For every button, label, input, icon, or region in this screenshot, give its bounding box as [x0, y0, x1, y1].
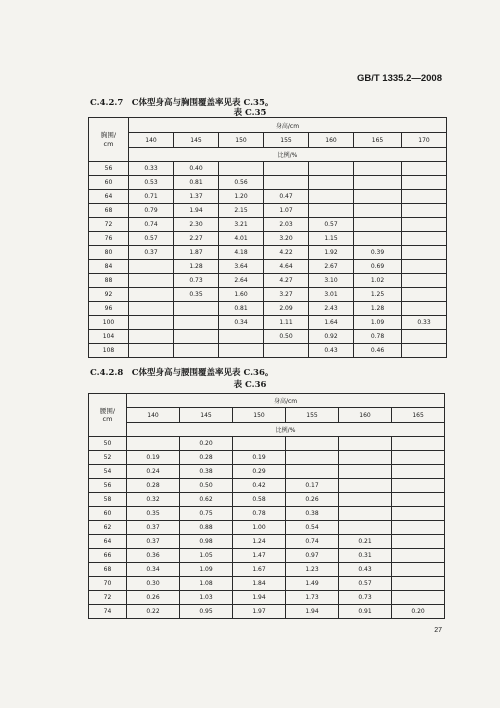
table-cell [339, 507, 392, 521]
table-row [89, 190, 447, 204]
row-label: 74 [89, 605, 127, 619]
table-cell [354, 162, 402, 176]
table-cell: 4.01 [219, 232, 264, 246]
table-cell: 2.03 [264, 218, 309, 232]
table-cell [402, 288, 447, 302]
table-row [89, 344, 447, 358]
column-header: 145 [174, 133, 219, 148]
column-group-header: 身高/cm [129, 118, 447, 133]
table-cell: 0.29 [233, 465, 286, 479]
table-cell: 1.97 [233, 605, 286, 619]
table-cell [402, 344, 447, 358]
row-label: 60 [89, 176, 129, 190]
table-cell [402, 162, 447, 176]
table-cell [309, 162, 354, 176]
table-cell: 0.71 [129, 190, 174, 204]
table-cell: 2.67 [309, 260, 354, 274]
row-label: 64 [89, 535, 127, 549]
table-cell [129, 344, 174, 358]
row-label: 50 [89, 437, 127, 451]
table-cell: 0.20 [392, 605, 445, 619]
table-cell [129, 330, 174, 344]
corner-cell [89, 394, 127, 437]
corner-unit: cm [103, 139, 114, 148]
table-cell: 3.20 [264, 232, 309, 246]
table-cell [339, 521, 392, 535]
table-cell: 0.37 [127, 521, 180, 535]
table-cell: 1.47 [233, 549, 286, 563]
row-label: 104 [89, 330, 129, 344]
table-cell: 2.15 [219, 204, 264, 218]
table-cell [402, 190, 447, 204]
table-cell: 0.78 [354, 330, 402, 344]
table-cell: 0.74 [129, 218, 174, 232]
table-cell: 0.26 [286, 493, 339, 507]
table-cell: 1.49 [286, 577, 339, 591]
table-cell: 0.33 [402, 316, 447, 330]
table-cell: 0.58 [233, 493, 286, 507]
table-cell: 1.67 [233, 563, 286, 577]
table-cell: 0.43 [309, 344, 354, 358]
table-title-c36: 表 C.36 [233, 380, 267, 390]
table-cell [286, 451, 339, 465]
row-label: 66 [89, 549, 127, 563]
table-cell [392, 437, 445, 451]
table-row [89, 549, 445, 563]
row-label: 68 [89, 563, 127, 577]
table-cell [392, 507, 445, 521]
table-cell [174, 344, 219, 358]
table-cell: 1.73 [286, 591, 339, 605]
table-cell [402, 274, 447, 288]
column-header-row [89, 133, 447, 148]
table-row [89, 535, 445, 549]
table-cell: 1.60 [219, 288, 264, 302]
table-cell: 0.36 [127, 549, 180, 563]
table-cell: 1.07 [264, 204, 309, 218]
table-cell: 0.95 [180, 605, 233, 619]
table-cell: 0.97 [286, 549, 339, 563]
column-header: 165 [354, 133, 402, 148]
table-cell [174, 302, 219, 316]
table-title-c35: 表 C.35 [233, 108, 267, 118]
unit-label: 比例/% [129, 148, 447, 162]
table-cell [219, 330, 264, 344]
table-row [89, 563, 445, 577]
table-cell [127, 437, 180, 451]
corner-label: 胸围/ [100, 131, 117, 140]
table-cell [392, 479, 445, 493]
row-label: 56 [89, 479, 127, 493]
table-cell [129, 316, 174, 330]
header-row [89, 118, 447, 133]
table-row [89, 232, 447, 246]
table-cell: 3.64 [219, 260, 264, 274]
table-cell [309, 176, 354, 190]
table-cell: 0.50 [264, 330, 309, 344]
table-cell: 0.47 [264, 190, 309, 204]
table-cell: 1.00 [233, 521, 286, 535]
table-cell: 0.24 [127, 465, 180, 479]
column-header-row [89, 408, 445, 423]
table-cell [233, 437, 286, 451]
table-cell: 1.09 [354, 316, 402, 330]
table-cell: 0.37 [127, 535, 180, 549]
table-cell [264, 162, 309, 176]
column-header: 140 [129, 133, 174, 148]
table-cell: 0.57 [129, 232, 174, 246]
column-header: 160 [339, 408, 392, 423]
table-cell: 3.27 [264, 288, 309, 302]
column-group-header: 身高/cm [127, 394, 445, 408]
table-cell [392, 521, 445, 535]
table-row [89, 507, 445, 521]
table-cell [354, 232, 402, 246]
table-cell: 1.02 [354, 274, 402, 288]
table-row [89, 591, 445, 605]
table-cell: 1.64 [309, 316, 354, 330]
table-cell: 0.28 [127, 479, 180, 493]
table-cell: 0.31 [339, 549, 392, 563]
table-cell: 2.09 [264, 302, 309, 316]
table-cell: 0.79 [129, 204, 174, 218]
table-cell [392, 563, 445, 577]
table-cell: 0.40 [174, 162, 219, 176]
table-cell: 0.19 [233, 451, 286, 465]
table-row [89, 451, 445, 465]
table-row [89, 330, 447, 344]
row-label: 52 [89, 451, 127, 465]
table-cell: 0.69 [354, 260, 402, 274]
table-cell [392, 535, 445, 549]
table-cell: 0.33 [129, 162, 174, 176]
table-cell [129, 288, 174, 302]
table-cell: 1.28 [354, 302, 402, 316]
table-row [89, 316, 447, 330]
row-label: 96 [89, 302, 129, 316]
corner-cell [89, 118, 129, 162]
table-cell: 3.21 [219, 218, 264, 232]
table-cell: 0.35 [174, 288, 219, 302]
table-cell: 4.27 [264, 274, 309, 288]
table-cell: 0.43 [339, 563, 392, 577]
table-row [89, 260, 447, 274]
table-cell: 0.81 [174, 176, 219, 190]
table-cell [402, 218, 447, 232]
column-header: 155 [264, 133, 309, 148]
table-cell: 0.32 [127, 493, 180, 507]
table-cell: 0.92 [309, 330, 354, 344]
table-cell [392, 465, 445, 479]
table-cell [174, 316, 219, 330]
unit-row [89, 148, 447, 162]
header-row [89, 394, 445, 408]
table-cell: 3.10 [309, 274, 354, 288]
row-label: 80 [89, 246, 129, 260]
table-cell: 1.92 [309, 246, 354, 260]
corner-unit: cm [102, 415, 113, 423]
table-cell [392, 591, 445, 605]
table-cell [402, 232, 447, 246]
table-row [89, 162, 447, 176]
table-cell: 0.39 [354, 246, 402, 260]
table-cell: 0.57 [339, 577, 392, 591]
table-cell: 0.81 [219, 302, 264, 316]
table-cell [264, 176, 309, 190]
table-cell: 0.38 [180, 465, 233, 479]
table-row [89, 493, 445, 507]
table-cell [309, 204, 354, 218]
table-cell [174, 330, 219, 344]
row-label: 56 [89, 162, 129, 176]
section-heading-c428: C.4.2.8 C体型身高与腰围覆盖率见表 C.36。 [90, 368, 274, 378]
table-cell [392, 549, 445, 563]
table-cell: 2.43 [309, 302, 354, 316]
table-cell: 0.73 [339, 591, 392, 605]
table-cell: 1.37 [174, 190, 219, 204]
table-cell [339, 451, 392, 465]
table-cell: 0.50 [180, 479, 233, 493]
table-cell [402, 330, 447, 344]
table-cell: 1.20 [219, 190, 264, 204]
table-cell [402, 302, 447, 316]
table-cell: 0.34 [127, 563, 180, 577]
column-header: 145 [180, 408, 233, 423]
column-header: 150 [219, 133, 264, 148]
table-cell [392, 493, 445, 507]
row-label: 64 [89, 190, 129, 204]
table-cell: 0.19 [127, 451, 180, 465]
table-cell [219, 162, 264, 176]
table-cell: 1.15 [309, 232, 354, 246]
table-row [89, 176, 447, 190]
table-cell: 0.75 [180, 507, 233, 521]
table-cell [392, 577, 445, 591]
row-label: 60 [89, 507, 127, 521]
table-cell [286, 437, 339, 451]
table-cell: 1.84 [233, 577, 286, 591]
table-cell [354, 190, 402, 204]
section-heading-c427: C.4.2.7 C体型身高与胸围覆盖率见表 C.35。 [90, 98, 274, 108]
table-row [89, 605, 445, 619]
table-cell [402, 176, 447, 190]
row-label: 108 [89, 344, 129, 358]
table-cell: 0.98 [180, 535, 233, 549]
table-cell [402, 260, 447, 274]
table-row [89, 437, 445, 451]
table-c35 [88, 117, 447, 358]
table-cell: 0.88 [180, 521, 233, 535]
table-cell: 3.01 [309, 288, 354, 302]
standard-code: GB/T 1335.2—2008 [356, 73, 442, 84]
table-cell: 1.08 [180, 577, 233, 591]
table-row [89, 577, 445, 591]
table-cell [392, 451, 445, 465]
table-cell: 0.54 [286, 521, 339, 535]
table-row [89, 465, 445, 479]
table-cell: 0.91 [339, 605, 392, 619]
row-label: 72 [89, 591, 127, 605]
table-cell: 0.22 [127, 605, 180, 619]
table-cell: 1.05 [180, 549, 233, 563]
table-cell [354, 204, 402, 218]
table-cell: 1.23 [286, 563, 339, 577]
table-cell: 0.42 [233, 479, 286, 493]
table-cell: 0.74 [286, 535, 339, 549]
table-cell: 4.22 [264, 246, 309, 260]
row-label: 72 [89, 218, 129, 232]
table-cell: 0.28 [180, 451, 233, 465]
table-cell [339, 437, 392, 451]
table-cell: 1.09 [180, 563, 233, 577]
table-cell [402, 204, 447, 218]
table-cell [129, 302, 174, 316]
table-cell: 0.62 [180, 493, 233, 507]
table-cell: 4.18 [219, 246, 264, 260]
column-header: 170 [402, 133, 447, 148]
row-label: 76 [89, 232, 129, 246]
table-cell: 1.28 [174, 260, 219, 274]
row-label: 68 [89, 204, 129, 218]
column-header: 160 [309, 133, 354, 148]
table-row [89, 479, 445, 493]
table-cell: 0.20 [180, 437, 233, 451]
row-label: 100 [89, 316, 129, 330]
table-cell: 0.73 [174, 274, 219, 288]
table-cell [264, 344, 309, 358]
table-cell: 1.94 [286, 605, 339, 619]
table-cell: 0.17 [286, 479, 339, 493]
row-label: 92 [89, 288, 129, 302]
column-header: 155 [286, 408, 339, 423]
table-cell: 1.25 [354, 288, 402, 302]
table-cell [219, 344, 264, 358]
corner-label: 腰围/ [99, 406, 116, 415]
table-cell: 0.53 [129, 176, 174, 190]
table-cell [354, 176, 402, 190]
table-cell: 4.64 [264, 260, 309, 274]
table-cell: 1.94 [174, 204, 219, 218]
column-header: 150 [233, 408, 286, 423]
table-cell: 0.57 [309, 218, 354, 232]
table-c36 [88, 393, 445, 619]
unit-label: 比例/% [127, 423, 445, 437]
table-cell [402, 246, 447, 260]
table-cell: 0.34 [219, 316, 264, 330]
table-cell: 0.35 [127, 507, 180, 521]
unit-row [89, 423, 445, 437]
table-cell: 1.03 [180, 591, 233, 605]
table-cell: 0.56 [219, 176, 264, 190]
table-cell: 2.30 [174, 218, 219, 232]
table-row [89, 204, 447, 218]
row-label: 54 [89, 465, 127, 479]
table-cell: 0.21 [339, 535, 392, 549]
table-cell [339, 493, 392, 507]
column-header: 165 [392, 408, 445, 423]
table-row [89, 302, 447, 316]
table-cell: 1.94 [233, 591, 286, 605]
table-row [89, 246, 447, 260]
table-cell: 2.64 [219, 274, 264, 288]
table-cell: 1.24 [233, 535, 286, 549]
table-cell [354, 218, 402, 232]
table-cell: 0.26 [127, 591, 180, 605]
table-cell: 2.27 [174, 232, 219, 246]
table-cell: 1.87 [174, 246, 219, 260]
page-number: 27 [434, 627, 442, 634]
table-cell [129, 274, 174, 288]
table-cell [309, 190, 354, 204]
table-row [89, 274, 447, 288]
table-cell [339, 465, 392, 479]
table-cell: 1.11 [264, 316, 309, 330]
table-cell: 0.30 [127, 577, 180, 591]
row-label: 58 [89, 493, 127, 507]
table-cell: 0.38 [286, 507, 339, 521]
table-cell [129, 260, 174, 274]
table-cell [286, 465, 339, 479]
row-label: 88 [89, 274, 129, 288]
table-row [89, 288, 447, 302]
row-label: 62 [89, 521, 127, 535]
column-header: 140 [127, 408, 180, 423]
table-cell [339, 479, 392, 493]
table-cell: 0.37 [129, 246, 174, 260]
table-cell: 0.78 [233, 507, 286, 521]
table-row [89, 521, 445, 535]
row-label: 70 [89, 577, 127, 591]
row-label: 84 [89, 260, 129, 274]
table-row [89, 218, 447, 232]
table-cell: 0.46 [354, 344, 402, 358]
